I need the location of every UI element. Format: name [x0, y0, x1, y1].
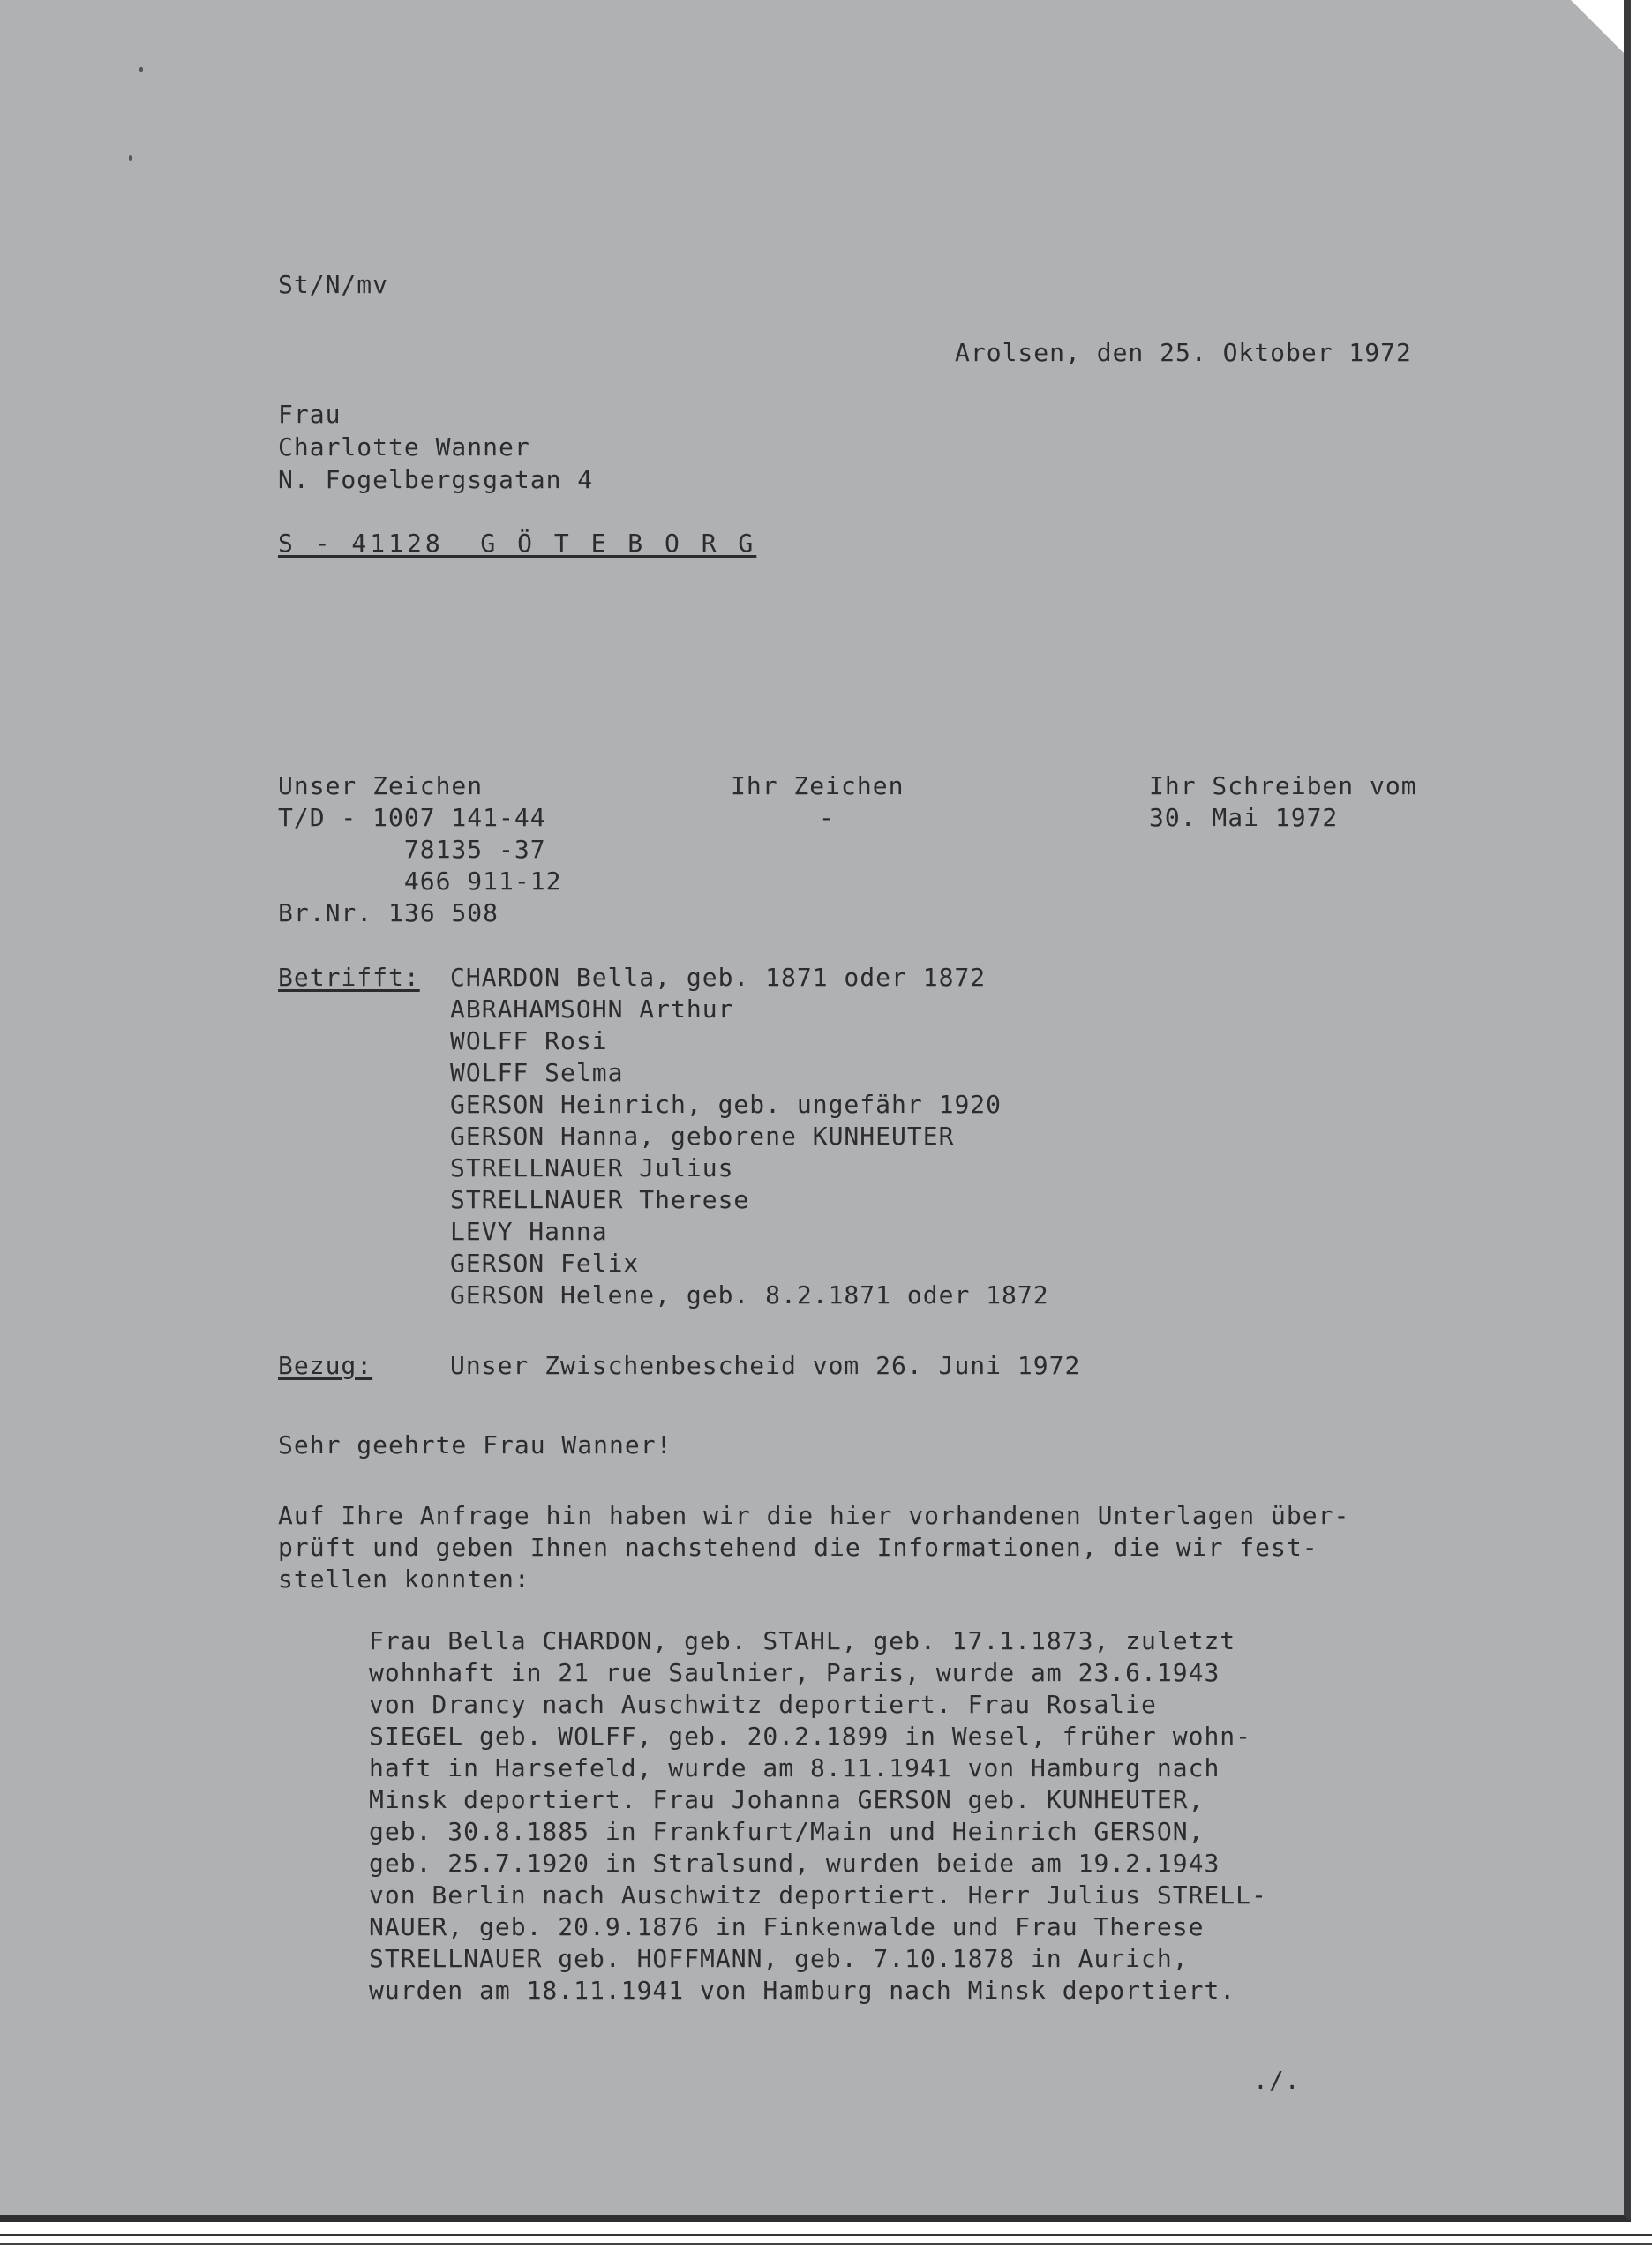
body-line: NAUER, geb. 20.9.1876 in Finkenwalde und Frau Therese — [369, 1912, 1205, 1941]
body-line: geb. 25.7.1920 in Stralsund, wurden beide am 19.2.1943 — [369, 1849, 1220, 1878]
body-line: STRELLNAUER geb. HOFFMANN, geb. 7.10.1878 in Aurich, — [369, 1944, 1189, 1973]
unser-zeichen-label: Unser Zeichen — [278, 771, 484, 800]
scan-edge-line — [0, 2243, 1652, 2245]
subject-name: LEVY Hanna — [450, 1217, 608, 1246]
body-line: wohnhaft in 21 rue Saulnier, Paris, wurde am 23.6.1943 — [369, 1658, 1220, 1687]
file-reference: St/N/mv — [278, 270, 389, 299]
ihr-zeichen-label: Ihr Zeichen — [731, 771, 905, 800]
subject-name: STRELLNAUER Therese — [450, 1185, 750, 1214]
brief-number: Br.Nr. 136 508 — [278, 898, 499, 927]
date-line: Arolsen, den 25. Oktober 1972 — [955, 338, 1412, 367]
betrifft-label: Betrifft: — [278, 963, 420, 992]
scan-edge-line — [0, 2234, 1652, 2236]
intro-line: Auf Ihre Anfrage hin haben wir die hier vorhandenen Unterlagen über- — [278, 1501, 1350, 1530]
subject-name: STRELLNAUER Julius — [450, 1153, 734, 1182]
body-line: Minsk deportiert. Frau Johanna GERSON geb. KUNHEUTER, — [369, 1785, 1205, 1814]
greeting: Sehr geehrte Frau Wanner! — [278, 1430, 672, 1460]
continuation-mark: ./. — [1253, 2066, 1301, 2095]
subject-name: GERSON Hanna, geborene KUNHEUTER — [450, 1122, 955, 1151]
subject-name: GERSON Helene, geb. 8.2.1871 oder 1872 — [450, 1280, 1049, 1310]
subject-name: CHARDON Bella, geb. 1871 oder 1872 — [450, 963, 987, 992]
recipient-city: S - 41128 G Ö T E B O R G — [278, 529, 757, 558]
body-line: haft in Harsefeld, wurde am 8.11.1941 von Hamburg nach — [369, 1753, 1220, 1782]
intro-line: stellen konnten: — [278, 1565, 530, 1594]
punch-mark — [139, 67, 143, 72]
body-line: wurden am 18.11.1941 von Hamburg nach Minsk deportiert. — [369, 1976, 1236, 2005]
subject-name: GERSON Heinrich, geb. ungefähr 1920 — [450, 1090, 1002, 1119]
intro-line: prüft und geben Ihnen nachstehend die Informationen, die wir fest- — [278, 1533, 1318, 1562]
unser-zeichen-line: 466 911-12 — [278, 867, 562, 896]
body-line: geb. 30.8.1885 in Frankfurt/Main und Heinrich GERSON, — [369, 1817, 1205, 1846]
bezug-text: Unser Zwischenbescheid vom 26. Juni 1972 — [450, 1351, 1081, 1380]
ihr-schreiben-value: 30. Mai 1972 — [1149, 803, 1339, 832]
subject-name: ABRAHAMSOHN Arthur — [450, 994, 734, 1024]
bezug-label: Bezug: — [278, 1351, 373, 1380]
body-line: von Drancy nach Auschwitz deportiert. Frau Rosalie — [369, 1690, 1157, 1719]
recipient-street: N. Fogelbergsgatan 4 — [278, 465, 594, 494]
recipient-salutation: Frau — [278, 400, 342, 429]
subject-name: WOLFF Rosi — [450, 1026, 608, 1055]
body-line: Frau Bella CHARDON, geb. STAHL, geb. 17.1.1873, zuletzt — [369, 1626, 1236, 1655]
ihr-zeichen-value: - — [819, 803, 835, 832]
recipient-name: Charlotte Wanner — [278, 432, 530, 462]
subject-name: GERSON Felix — [450, 1249, 640, 1278]
unser-zeichen-line: T/D - 1007 141-44 — [278, 803, 546, 832]
ihr-schreiben-label: Ihr Schreiben vom — [1149, 771, 1417, 800]
unser-zeichen-line: 78135 -37 — [278, 835, 546, 864]
page-corner — [1571, 0, 1624, 53]
subject-name: WOLFF Selma — [450, 1058, 624, 1087]
punch-mark — [129, 155, 132, 161]
body-line: von Berlin nach Auschwitz deportiert. Herr Julius STRELL- — [369, 1880, 1267, 1910]
body-line: SIEGEL geb. WOLFF, geb. 20.2.1899 in Wesel, früher wohn- — [369, 1722, 1252, 1751]
